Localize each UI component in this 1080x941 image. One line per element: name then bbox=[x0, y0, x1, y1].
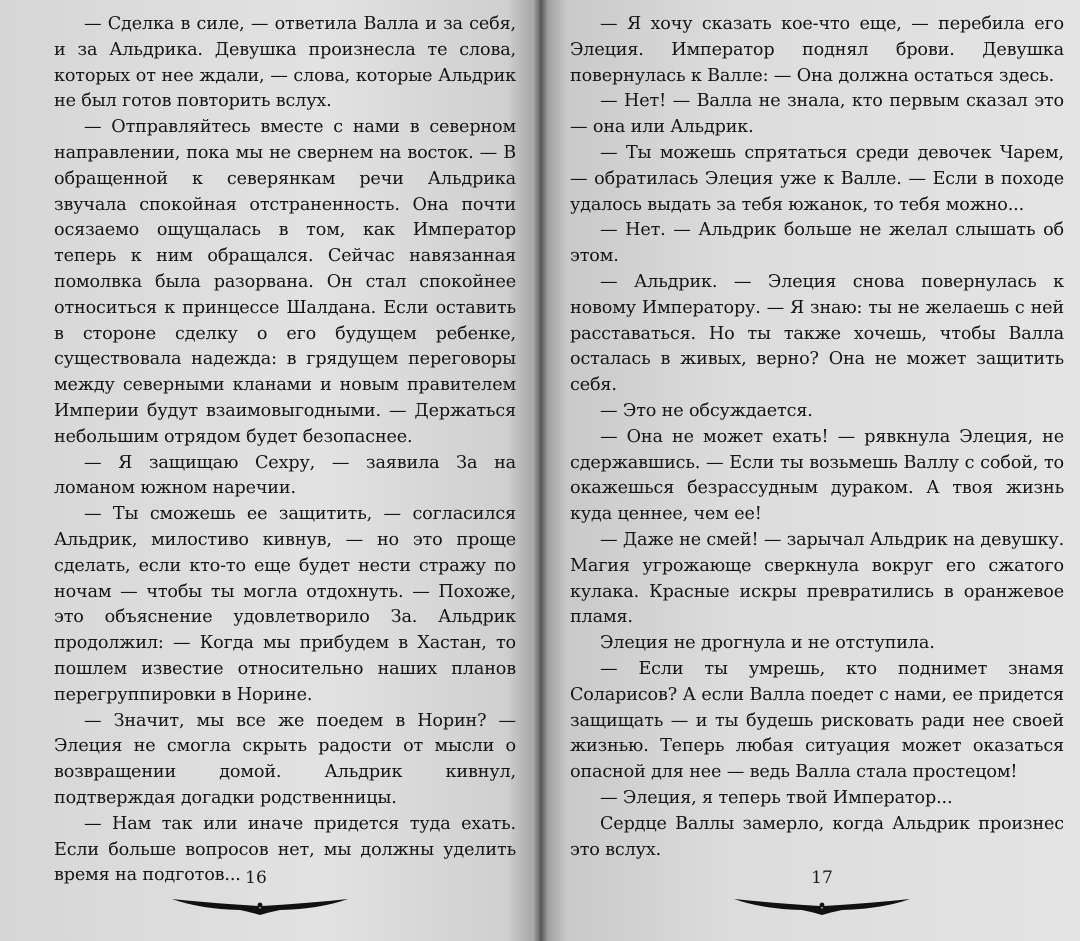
right-page bbox=[540, 0, 1080, 941]
paragraph: — Если ты умрешь, кто поднимет знамя Соларисов? А если Валла поедет с нами, ее придется защищать — и ты будешь рисковать ради нее своей жизнью. Теперь любая ситуация может оказаться опасной для нее — ведь Валла стала простецом! bbox=[570, 658, 1064, 783]
book-gutter bbox=[532, 0, 548, 941]
paragraph: — Нет! — Валла не знала, кто первым сказал это — она или Альдрик. bbox=[570, 91, 1064, 138]
paragraph: — Я защищаю Сехру, — заявила За на ломаном южном наречии. bbox=[54, 452, 516, 499]
paragraph: — Отправляйтесь вместе с нами в северном направлении, пока мы не свернем на восток. — В обращенной к северянкам речи Альдрика звучала спокойная отстраненность. Она почти осязаемо ощущалась в том, как Император теперь к ним обращался. Сейчас навязанная помолвка была разорвана. Он стал спокойнее относиться к принцессе Шалдана. Если оставить в стороне сделку о его будущем ребенке, существовала надежда: в грядущем переговоры между северными кланами и новым правителем Империи будут взаимовыгодными. — Держаться небольшим отрядом будет безопаснее. bbox=[54, 117, 516, 447]
paragraph: — Нет. — Альдрик больше не желал слышать об этом. bbox=[570, 220, 1064, 267]
paragraph: — Это не обсуждается. bbox=[600, 400, 813, 421]
paragraph: Сердце Валлы замерло, когда Альдрик произнес это вслух. bbox=[570, 813, 1064, 860]
paragraph: — Она не может ехать! — рявкнула Элеция, не сдержавшись. — Если ты возьмешь Валлу с собой, то окажешься безрассудным дураком. А твоя жизнь куда ценнее, чем ее! bbox=[570, 426, 1064, 525]
folio-ornament-icon bbox=[170, 893, 350, 917]
paragraph: — Я хочу сказать кое-что еще, — перебила его Элеция. Император поднял брови. Девушка повернулась к Валле: — Она должна остаться здесь. bbox=[570, 14, 1064, 86]
paragraph: — Даже не смей! — зарычал Альдрик на девушку. Магия угрожающе сверкнула вокруг его сжатого кулака. Красные искры превратились в оранжевое пламя. bbox=[570, 529, 1065, 628]
paragraph: — Ты можешь спрятаться среди девочек Чарем, — обратилась Элеция уже к Валле. — Если в походе удалось выдать за тебя южанок, то тебя можно... bbox=[570, 142, 1064, 215]
paragraph: — Нам так или иначе придется туда ехать. Если больше вопросов нет, мы должны уделить время на подготов... bbox=[54, 813, 516, 886]
paragraph: — Элеция, я теперь твой Император... bbox=[600, 787, 953, 808]
page-number-left: 16 bbox=[245, 868, 267, 888]
paragraph: — Сделка в силе, — ответила Валла и за себя, и за Альдрика. Девушка произнесла те слова, которых от нее ждали, — слова, которые Альдрик не был готов повторить вслух. bbox=[54, 14, 516, 112]
right-page-text bbox=[570, 12, 1064, 863]
folio-ornament-icon bbox=[732, 893, 912, 917]
paragraph: Элеция не дрогнула и не отступила. bbox=[600, 633, 935, 654]
paragraph: — Альдрик. — Элеция снова повернулась к новому Императору. — Я знаю: ты не желаешь с ней расставаться. Но ты также хочешь, чтобы Валла осталась в живых, верно? Она не может защитить себя. bbox=[570, 271, 1064, 396]
paragraph: — Значит, мы все же поедем в Норин? — Элеция не смогла скрыть радости от мысли о возвращении домой. Альдрик кивнул, подтверждая догадки родственницы. bbox=[54, 710, 516, 808]
page-number-right: 17 bbox=[811, 868, 833, 888]
left-page-text bbox=[54, 12, 516, 889]
paragraph: — Ты сможешь ее защитить, — согласился Альдрик, милостиво кивнув, — но это проще сделать, если кто-то еще будет нести стражу по ночам — чтобы ты могла отдохнуть. — Похоже, это объяснение удовлетворило За. Альдрик продолжил: — Когда мы прибудем в Хастан, то пошлем известие относительно наших планов перегруппировки в Норине. bbox=[54, 504, 516, 705]
